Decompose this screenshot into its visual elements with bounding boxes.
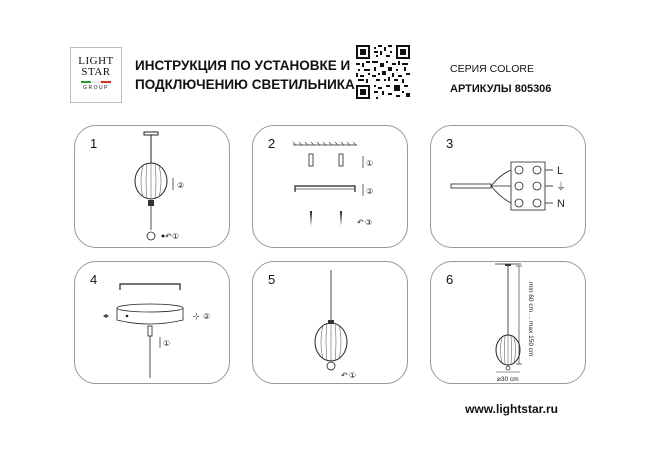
qr-code bbox=[356, 45, 410, 99]
instruction-title bbox=[135, 56, 355, 94]
svg-text:↶: ↶ bbox=[357, 218, 364, 227]
label-circle-3: ③ bbox=[365, 218, 373, 227]
article-label: АРТИКУЛЫ 805306 bbox=[450, 83, 552, 95]
label-live: L bbox=[557, 165, 564, 177]
svg-text:↶: ↶ bbox=[341, 371, 348, 380]
step-card-6 bbox=[430, 261, 586, 384]
step-number: 1 bbox=[90, 136, 98, 151]
logo-text-line1: LIGHT bbox=[78, 55, 114, 67]
diameter-dimension: ⌀30 cm bbox=[497, 376, 519, 383]
step-card-3 bbox=[430, 125, 586, 248]
title-line2: ПОДКЛЮЧЕНИЮ СВЕТИЛЬНИКА bbox=[135, 77, 355, 92]
step-card-4 bbox=[74, 261, 230, 384]
logo-flag-stripe bbox=[81, 81, 111, 83]
step-card-2 bbox=[252, 125, 408, 248]
website-link[interactable]: www.lightstar.ru bbox=[465, 402, 558, 416]
step-number: 3 bbox=[446, 136, 454, 151]
label-circle-2: ② bbox=[366, 187, 374, 196]
label-circle-1: ① bbox=[163, 339, 171, 348]
label-circle-1: ① bbox=[172, 232, 180, 241]
step-3-illustration bbox=[431, 126, 587, 249]
step-1-illustration bbox=[75, 126, 231, 249]
step-number: 4 bbox=[90, 272, 98, 287]
brand-logo bbox=[70, 47, 122, 103]
step-card-5 bbox=[252, 261, 408, 384]
label-circle-1: ① bbox=[366, 159, 374, 168]
series-label: СЕРИЯ COLORE bbox=[450, 63, 534, 75]
product-info bbox=[450, 59, 551, 99]
step-number: 2 bbox=[268, 136, 276, 151]
step-number: 5 bbox=[268, 272, 276, 287]
step-4-illustration bbox=[75, 262, 231, 385]
label-neutral: N bbox=[557, 198, 565, 210]
label-ground: ⏚ bbox=[556, 182, 566, 193]
logo-text-line2: STAR bbox=[81, 66, 111, 78]
label-circle-2: ② bbox=[177, 181, 185, 190]
step-2-illustration bbox=[253, 126, 409, 249]
svg-text:⊹: ⊹ bbox=[193, 312, 200, 321]
label-circle-1: ① bbox=[349, 371, 357, 380]
step-number: 6 bbox=[446, 272, 454, 287]
label-circle-2: ② bbox=[203, 312, 211, 321]
step-card-1 bbox=[74, 125, 230, 248]
height-dimension: min 60 cm ... max 150 cm bbox=[527, 282, 534, 357]
logo-text-line3: GROUP bbox=[83, 85, 109, 91]
step-6-illustration bbox=[431, 262, 587, 385]
title-line1: ИНСТРУКЦИЯ ПО УСТАНОВКЕ И bbox=[135, 58, 351, 73]
svg-text:↶: ↶ bbox=[165, 232, 172, 241]
step-5-illustration bbox=[253, 262, 409, 385]
